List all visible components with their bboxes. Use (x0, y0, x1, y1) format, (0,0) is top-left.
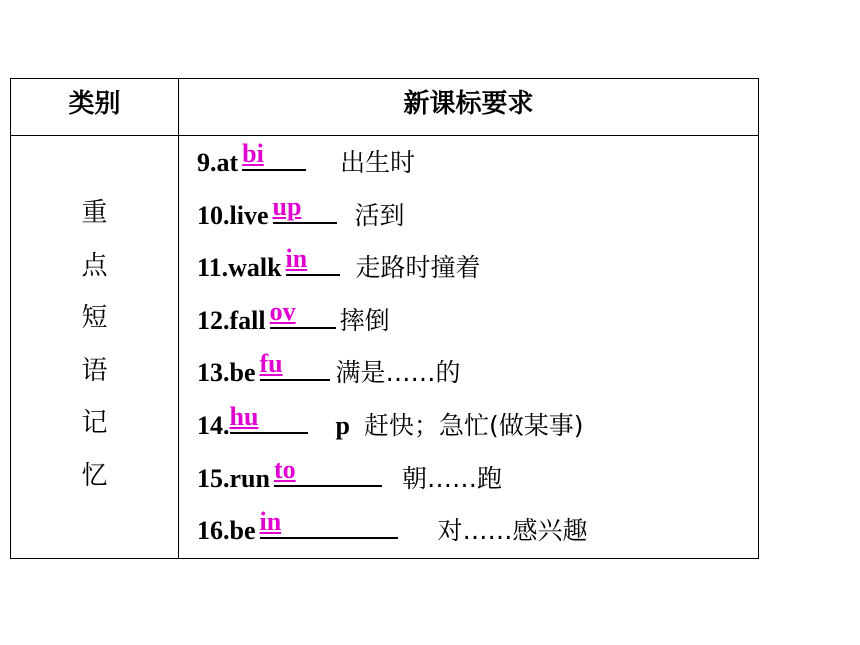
phrase-item (197, 293, 758, 346)
phrase-text: 14. (197, 410, 230, 440)
vocabulary-table (10, 78, 759, 559)
answer-text: up (272, 191, 302, 221)
answer-text: fu (259, 349, 283, 379)
answer-blank[interactable] (260, 345, 330, 381)
answer-text: ov (269, 296, 296, 326)
answer-blank[interactable] (260, 503, 398, 539)
phrase-text: 9.at (197, 148, 239, 177)
phrase-item (197, 135, 758, 188)
phrase-extra: p (335, 410, 350, 440)
category-label (11, 187, 178, 503)
answer-blank[interactable] (274, 451, 382, 487)
phrase-text: 13.be (197, 358, 256, 388)
category-char: 记 (81, 408, 108, 439)
table-header-row (11, 79, 758, 136)
phrase-item (197, 188, 758, 241)
category-char: 忆 (81, 460, 108, 491)
category-char: 语 (81, 355, 108, 386)
answer-blank[interactable] (273, 188, 337, 224)
header-requirement: 新课标要求 (403, 89, 534, 119)
answer-text: hu (229, 401, 259, 431)
phrase-meaning: 满是……的 (335, 358, 461, 388)
phrase-text: 10.live (197, 200, 269, 230)
answer-blank[interactable] (242, 135, 306, 171)
answer-blank[interactable] (286, 240, 340, 276)
phrase-text: 16.be (197, 516, 256, 546)
phrase-meaning: 走路时撞着 (355, 253, 481, 283)
phrase-item (197, 345, 758, 398)
phrase-text: 12.fall (197, 305, 266, 335)
answer-text: bi (242, 139, 264, 168)
answer-text: to (273, 454, 296, 484)
phrase-meaning: 出生时 (340, 148, 416, 177)
phrase-meaning: 朝……跑 (401, 463, 502, 493)
column-divider (178, 79, 179, 558)
phrase-item (197, 503, 758, 556)
answer-blank[interactable] (230, 398, 308, 434)
phrase-text: 11.walk (197, 253, 282, 283)
answer-blank[interactable] (270, 293, 336, 329)
phrase-meaning: 活到 (354, 200, 405, 230)
phrase-meaning: 摔倒 (339, 305, 390, 335)
phrase-meaning: 赶快；急忙(做某事) (363, 410, 584, 440)
category-char: 重 (81, 198, 108, 228)
category-char: 短 (81, 303, 108, 334)
phrase-item (197, 451, 758, 504)
phrase-item (197, 240, 758, 293)
phrase-meaning: 对……感兴趣 (437, 516, 588, 546)
phrase-text: 15.run (197, 463, 270, 493)
phrase-item (197, 398, 758, 451)
answer-text: in (285, 244, 308, 274)
answer-text: in (259, 507, 282, 537)
header-category: 类别 (68, 89, 121, 119)
phrase-list (197, 135, 758, 556)
category-char: 点 (81, 250, 108, 281)
